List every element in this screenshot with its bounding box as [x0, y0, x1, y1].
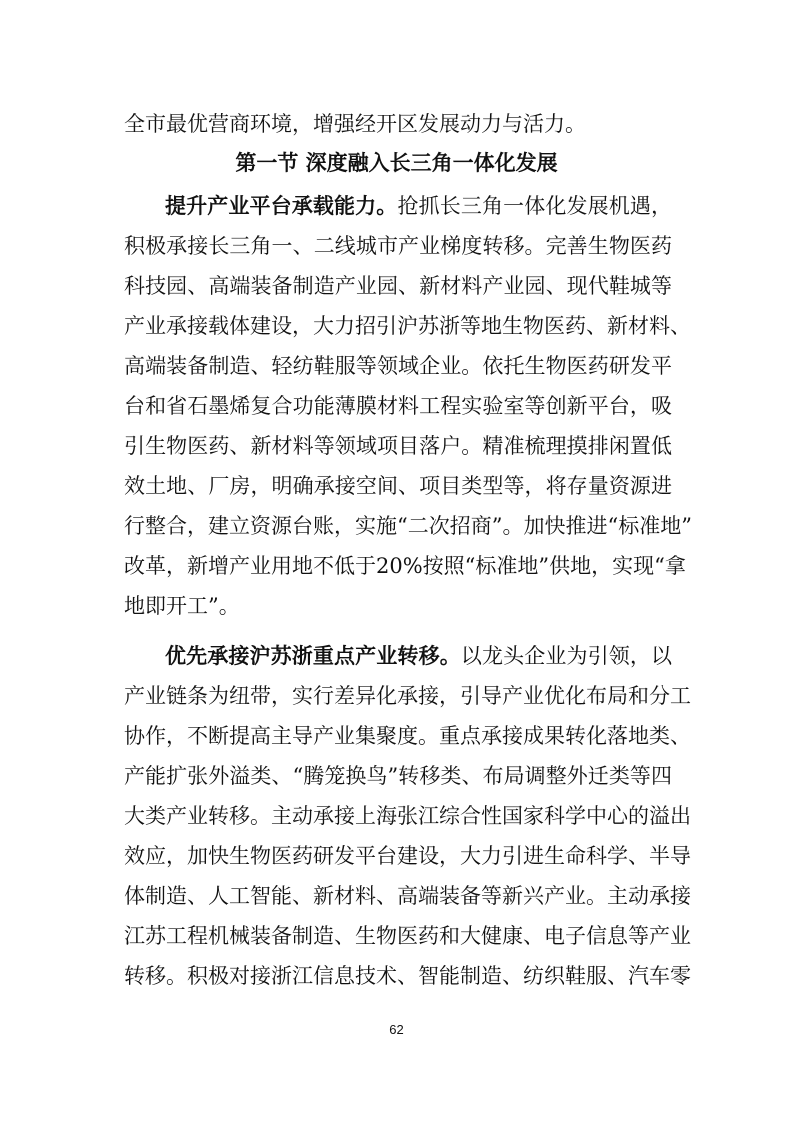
paragraph-2-line-2: 产业链条为纽带，实行差异化承接，引导产业优化布局和分工 — [124, 684, 691, 708]
paragraph-1-lead: 提升产业平台承载能力。 — [165, 194, 398, 218]
continuation-line: 全市最优营商环境，增强经开区发展动力与活力。 — [124, 112, 586, 136]
paragraph-1-line-2: 积极承接长三角一、二线城市产业梯度转移。完善生物医药 — [124, 234, 672, 258]
paragraph-2-line-1-text: 以龙头企业为引领，以 — [460, 644, 673, 668]
paragraph-1-line-5: 高端装备制造、轻纺鞋服等领域企业。依托生物医药研发平 — [124, 354, 672, 378]
paragraph-1-line-7: 引生物医药、新材料等领域项目落户。精准梳理摸排闲置低 — [124, 434, 672, 458]
paragraph-1-line-10: 改革，新增产业用地不低于20%按照“标准地”供地，实现“拿 — [124, 554, 686, 578]
paragraph-2-line-5: 大类产业转移。主动承接上海张江综合性国家科学中心的溢出 — [124, 804, 691, 828]
section-heading: 第一节 深度融入长三角一体化发展 — [235, 151, 558, 175]
paragraph-2-line-4: 产能扩张外溢类、“腾笼换鸟”转移类、布局调整外迁类等四 — [124, 764, 672, 788]
paragraph-1-line-11: 地即开工”。 — [124, 594, 240, 618]
paragraph-1-line-6: 台和省石墨烯复合功能薄膜材料工程实验室等创新平台，吸 — [124, 394, 672, 418]
paragraph-1-line-1 — [165, 193, 672, 219]
paragraph-1-line-3: 科技园、高端装备制造产业园、新材料产业园、现代鞋城等 — [124, 274, 672, 298]
paragraph-2-line-6: 效应，加快生物医药研发平台建设，大力引进生命科学、半导 — [124, 844, 691, 868]
paragraph-1-line-1-text: 抢抓长三角一体化发展机遇， — [397, 194, 673, 218]
paragraph-2-lead: 优先承接沪苏浙重点产业转移。 — [165, 644, 461, 668]
paragraph-1-line-8: 效土地、厂房，明确承接空间、项目类型等，将存量资源进 — [124, 474, 672, 498]
paragraph-1-line-4: 产业承接载体建设，大力招引沪苏浙等地生物医药、新材料、 — [124, 314, 691, 338]
paragraph-2-line-7: 体制造、人工智能、新材料、高端装备等新兴产业。主动承接 — [124, 884, 691, 908]
page-number: 62 — [389, 1022, 404, 1037]
paragraph-2-line-8: 江苏工程机械装备制造、生物医药和大健康、电子信息等产业 — [124, 924, 691, 948]
paragraph-2-line-3: 协作，不断提高主导产业集聚度。重点承接成果转化落地类、 — [124, 724, 691, 748]
paragraph-2-line-1 — [165, 643, 672, 669]
paragraph-2-line-9: 转移。积极对接浙江信息技术、智能制造、纺织鞋服、汽车零 — [124, 964, 691, 988]
paragraph-1-line-9: 行整合，建立资源台账，实施“二次招商”。加快推进“标准地” — [124, 514, 692, 538]
